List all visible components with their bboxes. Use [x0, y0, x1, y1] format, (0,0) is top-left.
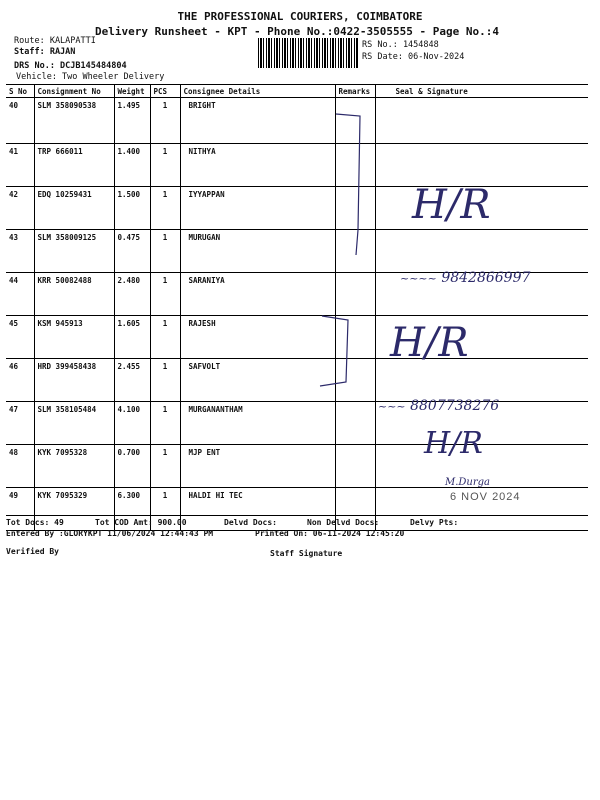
company-name: THE PROFESSIONAL COURIERS, COIMBATORE — [177, 10, 423, 23]
row-pcs: 1 — [150, 359, 180, 402]
table-header-row — [6, 85, 588, 98]
row-consignee: RAJESH — [180, 316, 335, 359]
staff-label: Staff: RAJAN — [14, 47, 76, 57]
row-consignee: BRIGHT — [180, 98, 335, 144]
total-docs: Tot Docs: 49 — [6, 518, 64, 527]
delivered-docs: Delvd Docs: — [224, 518, 277, 527]
row-weight: 0.700 — [114, 445, 150, 488]
non-delivered-docs: Non Delvd Docs: — [307, 518, 380, 527]
verified-by: Verified By — [6, 547, 59, 556]
row-consignment-no: KYK 7095328 — [34, 445, 114, 488]
barcode-image — [258, 38, 358, 68]
row-weight: 6.300 — [114, 488, 150, 531]
row-pcs: 1 — [150, 445, 180, 488]
row-pcs: 1 — [150, 273, 180, 316]
row-consignee: MJP ENT — [180, 445, 335, 488]
row-pcs: 1 — [150, 144, 180, 187]
row-pcs: 1 — [150, 98, 180, 144]
row-sno: 45 — [6, 316, 34, 359]
row-sno: 42 — [6, 187, 34, 230]
row-weight: 1.500 — [114, 187, 150, 230]
delivery-points: Delvy Pts: — [410, 518, 459, 527]
table-row — [6, 187, 588, 230]
handwritten-hr-mark: H/R — [412, 182, 491, 228]
handwritten-hr-mark: H/R — [390, 320, 469, 366]
row-sno: 43 — [6, 230, 34, 273]
col-remarks: Remarks — [335, 85, 375, 98]
footer-divider — [6, 515, 588, 516]
row-consignee: MURGANANTHAM — [180, 402, 335, 445]
route-label: Route: KALAPATTI — [14, 36, 96, 46]
row-sno: 44 — [6, 273, 34, 316]
row-remarks — [335, 402, 375, 445]
row-signature — [375, 230, 588, 273]
row-consignment-no: EDQ 10259431 — [34, 187, 114, 230]
row-signature — [375, 98, 588, 144]
row-consignment-no: SLM 358090538 — [34, 98, 114, 144]
table-row — [6, 316, 588, 359]
row-consignment-no: SLM 358105484 — [34, 402, 114, 445]
row-consignee: IYYAPPAN — [180, 187, 335, 230]
row-pcs: 1 — [150, 230, 180, 273]
remarks-bracket-mark — [318, 312, 358, 392]
row-consignee: SARANIYA — [180, 273, 335, 316]
row-sno: 40 — [6, 98, 34, 144]
total-cod-amount: Tot COD Amt: 900.00 — [95, 518, 187, 527]
row-sno: 49 — [6, 488, 34, 531]
row-weight: 2.455 — [114, 359, 150, 402]
row-pcs: 1 — [150, 316, 180, 359]
handwritten-hr-mark: H/R — [424, 426, 483, 461]
handwritten-phone: 8807738276 — [410, 398, 500, 414]
printed-on: Printed On: 06-11-2024 12:45:20 — [255, 529, 405, 538]
row-weight: 1.495 — [114, 98, 150, 144]
row-sno: 48 — [6, 445, 34, 488]
row-remarks — [335, 273, 375, 316]
row-consignee: MURUGAN — [180, 230, 335, 273]
runsheet-table — [6, 84, 588, 531]
date-stamp: 6 NOV 2024 — [450, 491, 521, 503]
row-sno: 47 — [6, 402, 34, 445]
col-seal-signature: Seal & Signature — [375, 85, 588, 98]
col-weight: Weight — [114, 85, 150, 98]
row-pcs: 1 — [150, 402, 180, 445]
entered-by: Entered By :GLORYKPT 11/06/2024 12:44:43 PM — [6, 529, 214, 538]
row-consignee: SAFVOLT — [180, 359, 335, 402]
col-sno: S No — [6, 85, 34, 98]
row-consignee: NITHYA — [180, 144, 335, 187]
row-signature — [375, 144, 588, 187]
handwritten-phone: 9842866997 — [441, 270, 531, 286]
table-row — [6, 230, 588, 273]
row-weight: 1.400 — [114, 144, 150, 187]
table-row — [6, 445, 588, 488]
row-remarks — [335, 445, 375, 488]
col-consignment: Consignment No — [34, 85, 114, 98]
row-weight: 2.480 — [114, 273, 150, 316]
table-row — [6, 144, 588, 187]
row-consignment-no: KSM 945913 — [34, 316, 114, 359]
row-consignment-no: SLM 358009125 — [34, 230, 114, 273]
table-row — [6, 359, 588, 402]
rs-date: RS Date: 06-Nov-2024 — [362, 52, 465, 62]
table-row — [6, 402, 588, 445]
col-consignee: Consignee Details — [180, 85, 335, 98]
row-sno: 46 — [6, 359, 34, 402]
row-weight: 0.475 — [114, 230, 150, 273]
table-row — [6, 98, 588, 144]
row-consignment-no: KYK 7095329 — [34, 488, 114, 531]
handwritten-signature: ~~~ 8807738276 — [378, 398, 500, 414]
row-pcs: 1 — [150, 488, 180, 531]
rs-number: RS No.: 1454848 — [362, 40, 439, 50]
row-weight: 1.605 — [114, 316, 150, 359]
handwritten-signature: ~~~~ 9842866997 — [400, 270, 531, 286]
row-consignee: HALDI HI TEC — [180, 488, 335, 531]
handwritten-name: M.Durga — [445, 477, 491, 488]
row-pcs: 1 — [150, 187, 180, 230]
row-consignment-no: TRP 666011 — [34, 144, 114, 187]
row-consignment-no: HRD 399458438 — [34, 359, 114, 402]
vehicle-label: Vehicle: Two Wheeler Delivery — [16, 72, 165, 82]
staff-signature: Staff Signature — [270, 549, 343, 558]
drs-number: DRS No.: DCJB145484804 — [14, 61, 127, 71]
row-consignment-no: KRR 50082488 — [34, 273, 114, 316]
row-weight: 4.100 — [114, 402, 150, 445]
sheet-title: Delivery Runsheet - KPT - Phone No.:0422-3505555 - Page No.:4 — [95, 25, 499, 38]
row-sno: 41 — [6, 144, 34, 187]
remarks-bracket-mark — [330, 110, 370, 260]
col-pcs: PCS — [150, 85, 180, 98]
